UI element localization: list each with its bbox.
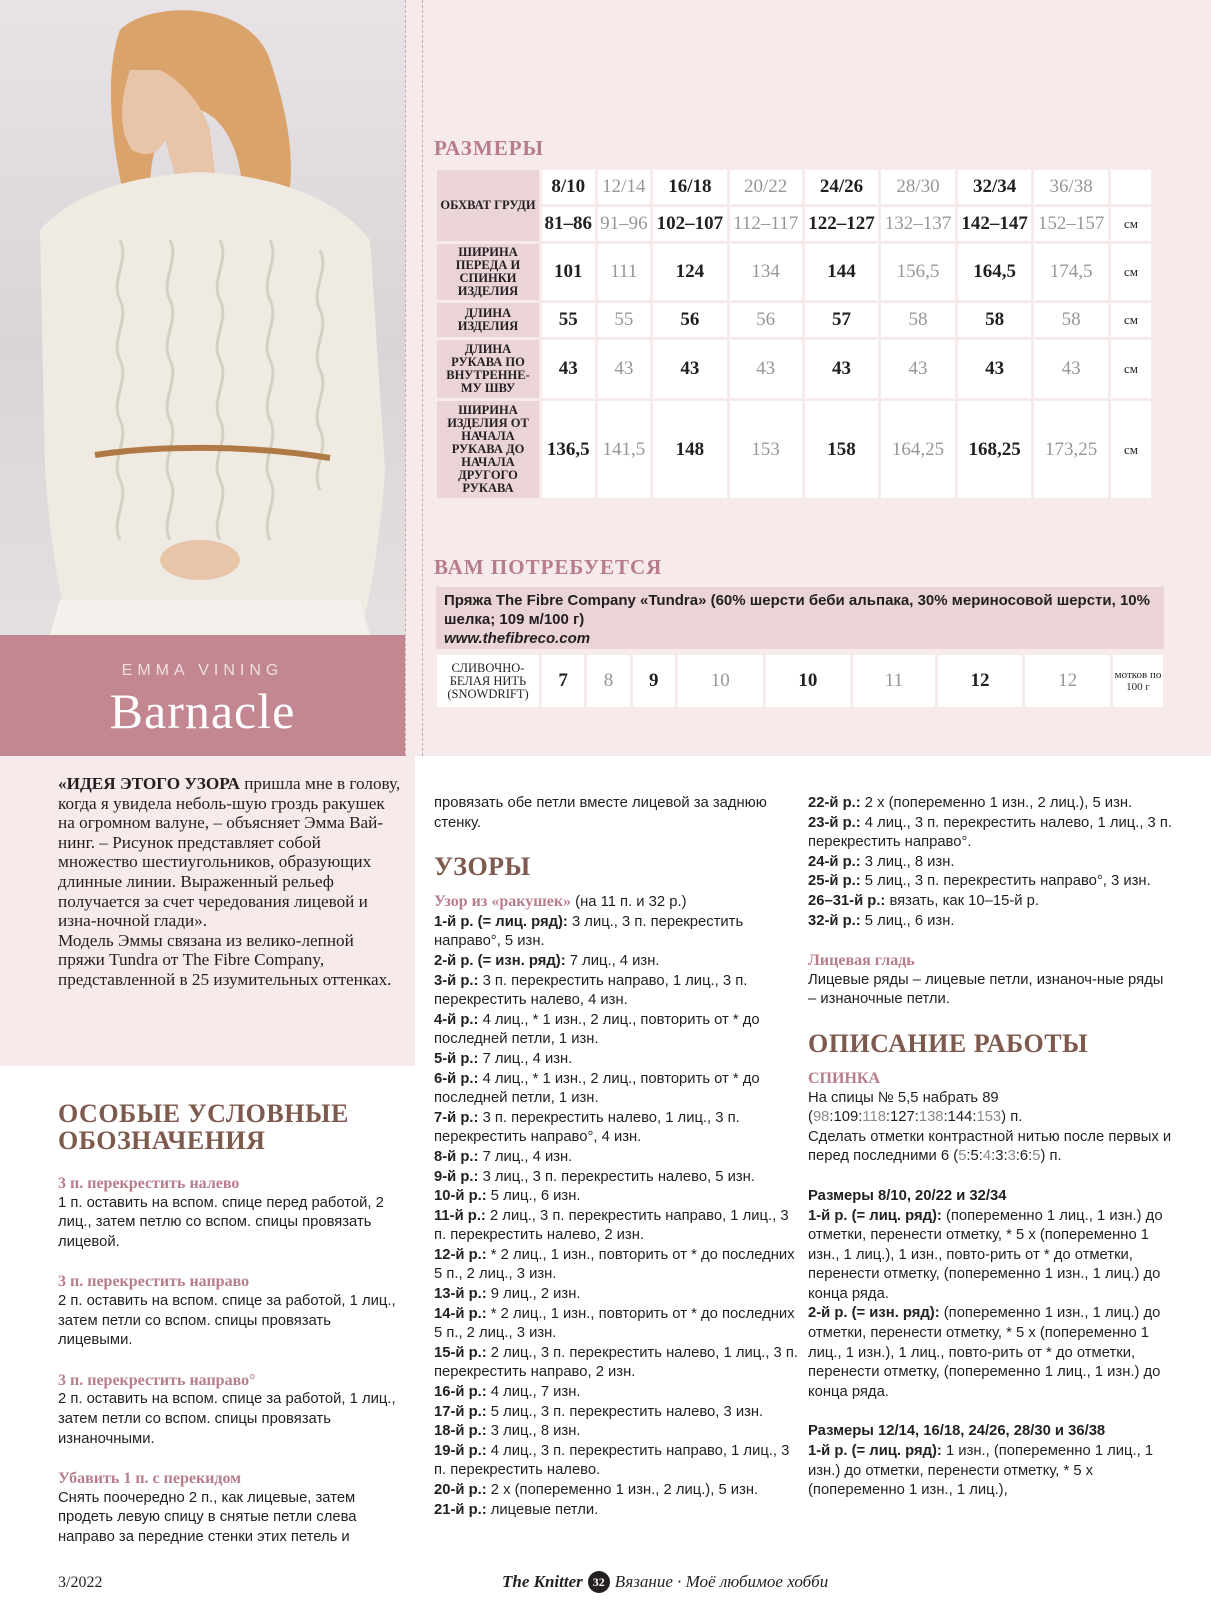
size-value: 173,25 xyxy=(1034,401,1108,498)
stockinette-title: Лицевая гладь xyxy=(808,952,915,970)
size-value: 57 xyxy=(805,303,879,337)
patterns-column xyxy=(434,794,799,1520)
materials-heading: ВАМ ПОТРЕБУЕТСЯ xyxy=(434,555,663,579)
patterns-heading: УЗОРЫ xyxy=(434,852,531,882)
size-value: 58 xyxy=(881,303,955,337)
size-value: 43 xyxy=(958,340,1032,398)
pattern-row: 9-й р.: 3 лиц., 3 п. перекрестить налево, 5 изн. xyxy=(434,1168,755,1185)
abbr-title: Убавить 1 п. с перекидом xyxy=(58,1470,242,1488)
intro-body-2: Модель Эммы связана из велико-лепной пряжи Tundra от The Fibre Company, представленной в 25 изумительных оттенках. xyxy=(58,930,392,989)
size-value: 43 xyxy=(598,340,651,398)
size-row xyxy=(437,207,1151,241)
pattern-row: 4-й р.: 4 лиц., * 1 изн., 2 лиц., повторить от * до последней петли, 1 изн. xyxy=(434,1011,760,1048)
size-header-row xyxy=(437,170,1151,204)
size-value: 55 xyxy=(542,303,595,337)
pattern-row: 2-й р. (= изн. ряд): 7 лиц., 4 изн. xyxy=(434,952,660,969)
abbr-title: 3 п. перекрестить направо xyxy=(58,1273,250,1291)
pattern-row: 16-й р.: 4 лиц., 7 изн. xyxy=(434,1384,581,1401)
size-value: 58 xyxy=(958,303,1032,337)
sizes-a-title: Размеры 8/10, 20/22 и 32/34 xyxy=(808,1187,1007,1204)
size-value: 122–127 xyxy=(805,207,879,241)
magazine-name: The Knitter xyxy=(502,1572,583,1591)
unit-label: см xyxy=(1111,207,1151,241)
size-value: 43 xyxy=(805,340,879,398)
yarn-info xyxy=(436,587,1164,649)
size-value: 144 xyxy=(805,244,879,300)
model-illustration xyxy=(0,0,405,635)
pattern-row: 18-й р.: 3 лиц., 8 изн. xyxy=(434,1423,581,1440)
footer-brand xyxy=(502,1571,828,1593)
size-row xyxy=(437,244,1151,300)
size-label: 12/14 xyxy=(598,170,651,204)
size-label: 24/26 xyxy=(805,170,879,204)
size-value: 43 xyxy=(542,340,595,398)
abbreviations-column xyxy=(58,1100,403,1548)
size-value: 55 xyxy=(598,303,651,337)
size-label: 8/10 xyxy=(542,170,595,204)
skein-count: 10 xyxy=(678,655,763,707)
skein-unit: мотков по 100 г xyxy=(1113,655,1163,707)
sizes-table xyxy=(434,167,1154,501)
stockinette-text: Лицевые ряды – лицевые петли, изнаноч-ные ряды – изнаночные петли. xyxy=(808,971,1164,1008)
pattern-row: 13-й р.: 9 лиц., 2 изн. xyxy=(434,1286,581,1303)
skein-count: 12 xyxy=(938,655,1023,707)
yarn-url[interactable]: www.thefibreco.com xyxy=(444,630,591,647)
pattern-row: 32-й р.: 5 лиц., 6 изн. xyxy=(808,912,955,929)
size-value: 81–86 xyxy=(542,207,595,241)
size-value: 142–147 xyxy=(958,207,1032,241)
continuation-text: провязать обе петли вместе лицевой за заднюю стенку. xyxy=(434,795,767,831)
pattern-row: 22-й р.: 2 х (попеременно 1 изн., 2 лиц.), 5 изн. xyxy=(808,795,1133,811)
pattern-row: 21-й р.: лицевые петли. xyxy=(434,1501,599,1518)
size-row-label: ДЛИНА ИЗДЕЛИЯ xyxy=(437,303,539,337)
size-value: 43 xyxy=(881,340,955,398)
size-value: 43 xyxy=(730,340,802,398)
stitch-divider xyxy=(405,0,423,756)
size-label: 16/18 xyxy=(653,170,727,204)
pattern-row: 10-й р.: 5 лиц., 6 изн. xyxy=(434,1188,581,1205)
size-value: 164,25 xyxy=(881,401,955,498)
skein-count: 12 xyxy=(1025,655,1110,707)
pattern-row: 25-й р.: 5 лиц., 3 п. перекрестить направо°, 3 изн. xyxy=(808,873,1151,890)
size-value: 158 xyxy=(805,401,879,498)
yarn-table xyxy=(434,652,1166,710)
instructions-column xyxy=(808,794,1173,1501)
size-label: 36/38 xyxy=(1034,170,1108,204)
pattern-row: 5-й р.: 7 лиц., 4 изн. xyxy=(434,1050,573,1067)
abbr-text: 2 п. оставить на вспом. спице за работой, 1 лиц., затем петли со вспом. спицы провязать лицевыми. xyxy=(58,1292,396,1349)
yarn-row xyxy=(437,655,1163,707)
size-value: 164,5 xyxy=(958,244,1032,300)
unit-label: см xyxy=(1111,401,1151,498)
size-row-label: ОБХВАТ ГРУДИ xyxy=(437,170,539,241)
pattern-row: 26–31-й р.: вязать, как 10–15-й р. xyxy=(808,892,1039,909)
back-heading: СПИНКА xyxy=(808,1069,881,1087)
pattern-row: 24-й р.: 3 лиц., 8 изн. xyxy=(808,853,955,870)
size-row-label: ШИРИНА ИЗДЕЛИЯ ОТ НАЧАЛА РУКАВА ДО НАЧАЛА ДРУГОГО РУКАВА xyxy=(437,401,539,498)
work-heading: ОПИСАНИЕ РАБОТЫ xyxy=(808,1028,1089,1058)
pattern-row: 23-й р.: 4 лиц., 3 п. перекрестить налево, 1 лиц., 3 п. перекрестить направо°. xyxy=(808,814,1172,851)
shell-pattern-note: (на 11 п. и 32 р.) xyxy=(571,894,687,911)
page-number: 32 xyxy=(588,1571,610,1593)
size-value: 168,25 xyxy=(958,401,1032,498)
skein-count: 8 xyxy=(587,655,629,707)
size-value: 91–96 xyxy=(598,207,651,241)
size-value: 102–107 xyxy=(653,207,727,241)
pattern-row: 11-й р.: 2 лиц., 3 п. перекрестить направо, 1 лиц., 3 п. перекрестить налево, 2 изн. xyxy=(434,1207,789,1244)
size-value: 111 xyxy=(598,244,651,300)
yarn-color-label: СЛИВОЧНО-БЕЛАЯ НИТЬ (SNOWDRIFT) xyxy=(437,655,539,707)
size-value: 136,5 xyxy=(542,401,595,498)
size-row xyxy=(437,340,1151,398)
unit-cell xyxy=(1111,170,1151,204)
pattern-row: 8-й р.: 7 лиц., 4 изн. xyxy=(434,1148,573,1165)
back-markers: Сделать отметки контрастной нитью после первых и перед последними 6 (5:5:4:3:3:6:5) п. xyxy=(808,1128,1172,1165)
abbr-title: 3 п. перекрестить направо° xyxy=(58,1371,256,1389)
size-value: 134 xyxy=(730,244,802,300)
pattern-row: 14-й р.: * 2 лиц., 1 изн., повторить от * до последних 5 п., 2 лиц., 3 изн. xyxy=(434,1305,795,1342)
sizes-heading: РАЗМЕРЫ xyxy=(434,136,545,160)
size-value: 56 xyxy=(730,303,802,337)
pattern-row: 19-й р.: 4 лиц., 3 п. перекрестить направо, 1 лиц., 3 п. перекрестить налево. xyxy=(434,1442,790,1479)
pattern-row: 3-й р.: 3 п. перекрестить направо, 1 лиц., 3 п. перекрестить налево, 4 изн. xyxy=(434,972,748,1009)
size-value: 43 xyxy=(653,340,727,398)
size-value: 43 xyxy=(1034,340,1108,398)
size-value: 101 xyxy=(542,244,595,300)
pattern-row: 2-й р. (= изн. ряд): (попеременно 1 изн., 1 лиц.) до отметки, перенести отметку, * 5 х (попеременно 1 лиц., 1 изн.), 1 лиц., повто-рить от * до отметки, перенести отметку, (попеременно 1 лиц., 1 изн.) до конца ряда. xyxy=(808,1305,1161,1400)
abbr-text: 2 п. оставить на вспом. спице за работой, 1 лиц., затем петли со вспом. спицы провязать изнаночными. xyxy=(58,1391,396,1447)
skein-count: 7 xyxy=(542,655,584,707)
pattern-row: 7-й р.: 3 п. перекрестить налево, 1 лиц., 3 п. перекрестить направо°, 4 изн. xyxy=(434,1109,740,1146)
abbr-title: 3 п. перекрестить налево xyxy=(58,1175,240,1192)
pattern-row: 1-й р. (= лиц. ряд): 3 лиц., 3 п. перекрестить направо°, 5 изн. xyxy=(434,913,744,950)
size-value: 112–117 xyxy=(730,207,802,241)
shell-pattern-title: Узор из «ракушек» xyxy=(434,893,572,911)
size-value: 156,5 xyxy=(881,244,955,300)
size-value: 132–137 xyxy=(881,207,955,241)
unit-label: см xyxy=(1111,244,1151,300)
issue-number: 3/2022 xyxy=(58,1574,103,1591)
size-label: 20/22 xyxy=(730,170,802,204)
size-value: 124 xyxy=(653,244,727,300)
pattern-row: 1-й р. (= лиц. ряд): (попеременно 1 лиц., 1 изн.) до отметки, перенести отметку, * 5 х (попеременно 1 изн., 1 лиц.), 1 изн., повто-рить от * до отметки, перенести отметку, (попеременно 1 изн., 1 лиц.) до конца ряда. xyxy=(808,1207,1163,1302)
size-label: 28/30 xyxy=(881,170,955,204)
size-row-label: ДЛИНА РУКАВА ПО ВНУТРЕННЕ-МУ ШВУ xyxy=(437,340,539,398)
pattern-row: 20-й р.: 2 х (попеременно 1 изн., 2 лиц.), 5 изн. xyxy=(434,1482,759,1498)
pattern-title: Barnacle xyxy=(109,683,296,739)
abbr-text: Снять поочередно 2 п., как лицевые, затем продеть левую спицу в снятые петли слева направо за передние стенки этих петель и xyxy=(58,1489,357,1545)
intro-text xyxy=(58,774,403,990)
abbreviations-heading: ОСОБЫЕ УСЛОВНЫЕ ОБОЗНАЧЕНИЯ xyxy=(58,1099,349,1155)
designer-name: EMMA VINING xyxy=(121,662,284,679)
size-value: 141,5 xyxy=(598,401,651,498)
pattern-row: 17-й р.: 5 лиц., 3 п. перекрестить налево, 3 изн. xyxy=(434,1403,764,1420)
size-value: 153 xyxy=(730,401,802,498)
size-label: 32/34 xyxy=(958,170,1032,204)
pattern-row: 6-й р.: 4 лиц., * 1 изн., 2 лиц., повторить от * до последней петли, 1 изн. xyxy=(434,1070,760,1107)
abbr-text: 1 п. оставить на вспом. спице перед работой, 2 лиц., затем петлю со вспом. спицы провязать лицевой. xyxy=(58,1194,384,1250)
yarn-text: Пряжа The Fibre Company «Tundra» (60% шерсти беби альпака, 30% мериносовой шерсти, 10% шелка; 109 м/100 г) xyxy=(444,592,1150,628)
unit-label: см xyxy=(1111,303,1151,337)
intro-lead: «ИДЕЯ ЭТОГО УЗОРА xyxy=(58,774,240,793)
size-value: 58 xyxy=(1034,303,1108,337)
pattern-row: 1-й р. (= лиц. ряд): 1 изн., (попеременно 1 лиц., 1 изн.) до отметки, перенести отметку, * 5 х (попеременно 1 изн., 1 лиц.), xyxy=(808,1443,1154,1499)
skein-count: 9 xyxy=(633,655,675,707)
size-value: 56 xyxy=(653,303,727,337)
magazine-tagline: Вязание · Моё любимое хобби xyxy=(614,1572,829,1591)
pattern-row: 15-й р.: 2 лиц., 3 п. перекрестить налево, 1 лиц., 3 п. перекрестить направо, 2 изн. xyxy=(434,1344,798,1381)
skein-count: 10 xyxy=(766,655,851,707)
pattern-row: 12-й р.: * 2 лиц., 1 изн., повторить от * до последних 5 п., 2 лиц., 3 изн. xyxy=(434,1246,795,1283)
size-row-label: ШИРИНА ПЕРЕДА И СПИНКИ ИЗДЕЛИЯ xyxy=(437,244,539,300)
size-row xyxy=(437,303,1151,337)
unit-label: см xyxy=(1111,340,1151,398)
intro-body: пришла мне в голову, когда я увидела неболь-шую гроздь ракушек на огромном валуне, – объясняет Эмма Вай-нинг. – Рисунок представляет собой множество шестиугольников, образующих длинные линии. Выраженный рельеф получается за счет чередования лицевой и изна-ночной глади». xyxy=(58,774,401,931)
back-cast-on: На спицы № 5,5 набрать 89 (98:109:118:127:138:144:153) п. xyxy=(808,1089,1023,1126)
model-photo xyxy=(0,0,405,635)
skein-count: 11 xyxy=(853,655,935,707)
size-row xyxy=(437,401,1151,498)
size-value: 174,5 xyxy=(1034,244,1108,300)
sizes-b-title: Размеры 12/14, 16/18, 24/26, 28/30 и 36/38 xyxy=(808,1423,1106,1440)
size-value: 148 xyxy=(653,401,727,498)
size-value: 152–157 xyxy=(1034,207,1108,241)
